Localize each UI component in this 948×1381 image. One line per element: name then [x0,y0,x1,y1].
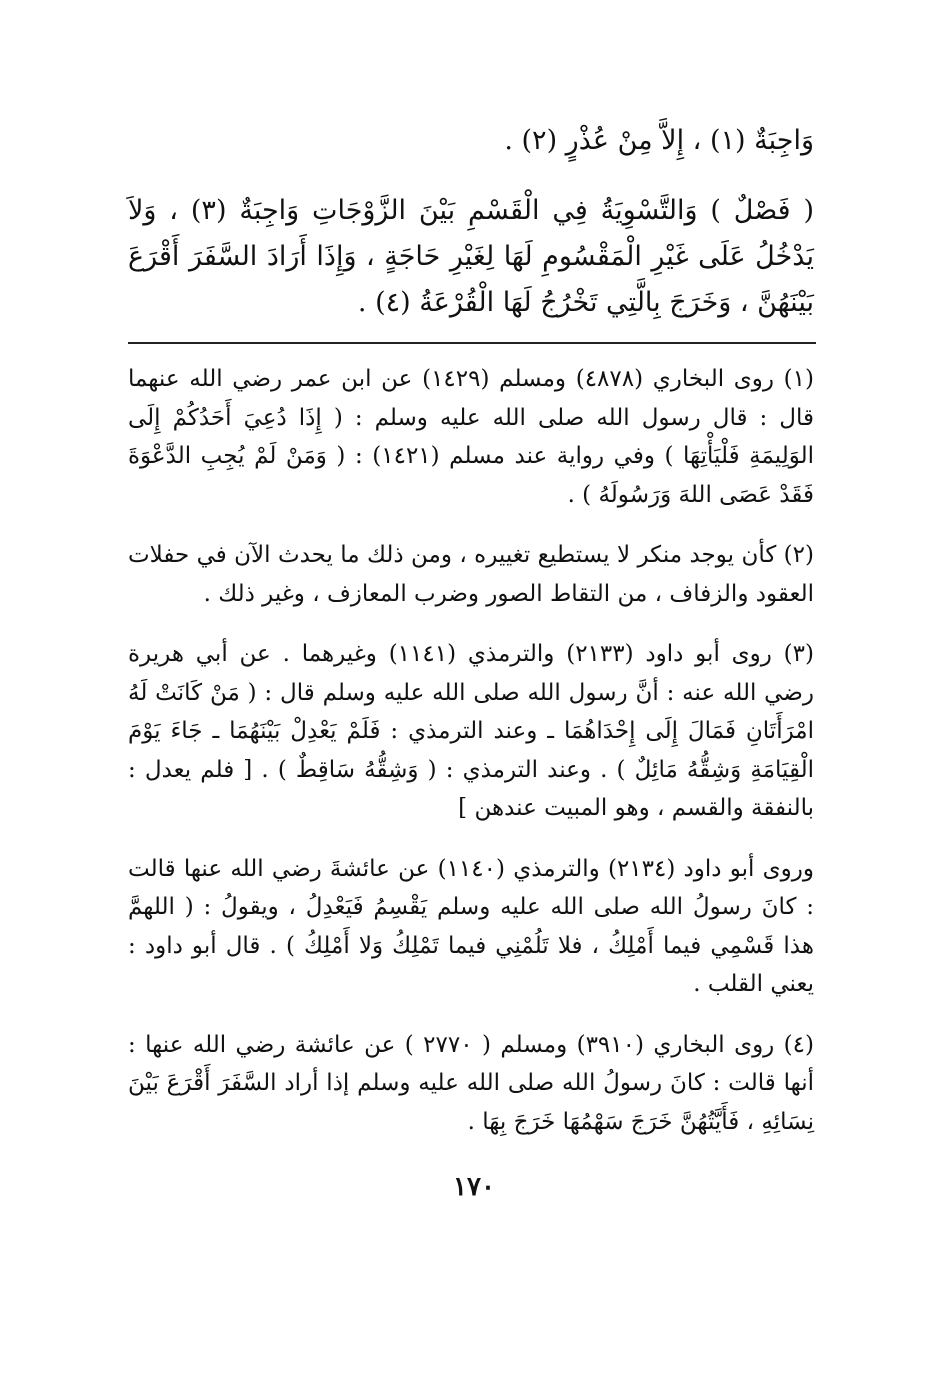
footnote-3-continued: وروى أبو داود (٢١٣٤) والترمذي (١١٤٠) عن عائشةَ رضي الله عنها قالت : كانَ رسولُ الله صلى الله عليه وسلم يَقْسِمُ فَيَعْدِلُ ، ويقولُ : ( اللهمَّ هذا قَسْمِي فيما أَمْلِكُ ، فلا تَلُمْنِي فيما تَمْلِكُ وَلا أَمْلِكُ ) . قال أبو داود : يعني القلب . [128,855,814,997]
main-text-paragraph: ( فَصْلٌ ) وَالتَّسْوِيَةُ فِي الْقَسْمِ بَيْنَ الزَّوْجَاتِ وَاجِبَةٌ (٣) ، وَلاَ يَدْخُلُ عَلَى غَيْرِ الْمَقْسُومِ لَهَا لِغَيْرِ حَاجَةٍ ، وَإِذَا أَرَادَ السَّفَرَ أَقْرَعَ بَيْنَهُنَّ ، وَخَرَجَ بِالَّتِي تَخْرُجُ لَهَا الْقُرْعَةُ (٤) . [128,195,814,318]
page-number: ١٧٠ [453,1172,495,1202]
footnote-2: (٢) كأن يوجد منكر لا يستطيع تغييره ، ومن ذلك ما يحدث الآن في حفلات العقود والزفاف ، من التقاط الصور وضرب المعازف ، وغير ذلك . [128,542,814,607]
footnote-divider [128,342,816,344]
footnote-3: (٣) روى أبو داود (٢١٣٣) والترمذي (١١٤١) وغيرهما . عن أبي هريرة رضي الله عنه : أنَّ رسول الله صلى الله عليه وسلم قال : ( مَنْ كَانَتْ لَهُ امْرَأَتَانِ فَمَالَ إِلَى إِحْدَاهُمَا ـ وعند الترمذي : فَلَمْ يَعْدِلْ بَيْنَهُمَا ـ جَاءَ يَوْمَ الْقِيَامَةِ وَشِقُّهُ مَائِلٌ ) . وعند الترمذي : ( وَشِقُّهُ سَاقِطٌ ) . [ فلم يعدل : بالنفقة والقسم ، وهو المبيت عندهن ] [128,641,814,821]
main-text-line: وَاجِبَةٌ (١) ، إِلاَّ مِنْ عُذْرٍ (٢) . [504,125,814,156]
footnote-4: (٤) روى البخاري (٣٩١٠) ومسلم ( ٢٧٧٠ ) عن عائشة رضي الله عنها : أنها قالت : كانَ رسولُ الله صلى الله عليه وسلم إذا أراد السَّفَرَ أَقْرَعَ بَيْنَ نِسَائِهِ ، فَأَيَّتُهُنَّ خَرَجَ سَهْمُهَا خَرَجَ بِهَا . [128,1031,814,1135]
footnote-1: (١) روى البخاري (٤٨٧٨) ومسلم (١٤٢٩) عن ابن عمر رضي الله عنهما قال : قال رسول الله صلى الله عليه وسلم : ( إِذَا دُعِيَ أَحَدُكُمْ إِلَى الوَلِيمَةِ فَلْيَأْتِهَا ) وفي رواية عند مسلم (١٤٢١) : ( وَمَنْ لَمْ يُجِبِ الدَّعْوَةَ فَقَدْ عَصَى اللهَ وَرَسُولَهُ ) . [128,366,815,508]
footnotes [128,360,814,1163]
main-text [128,118,814,326]
